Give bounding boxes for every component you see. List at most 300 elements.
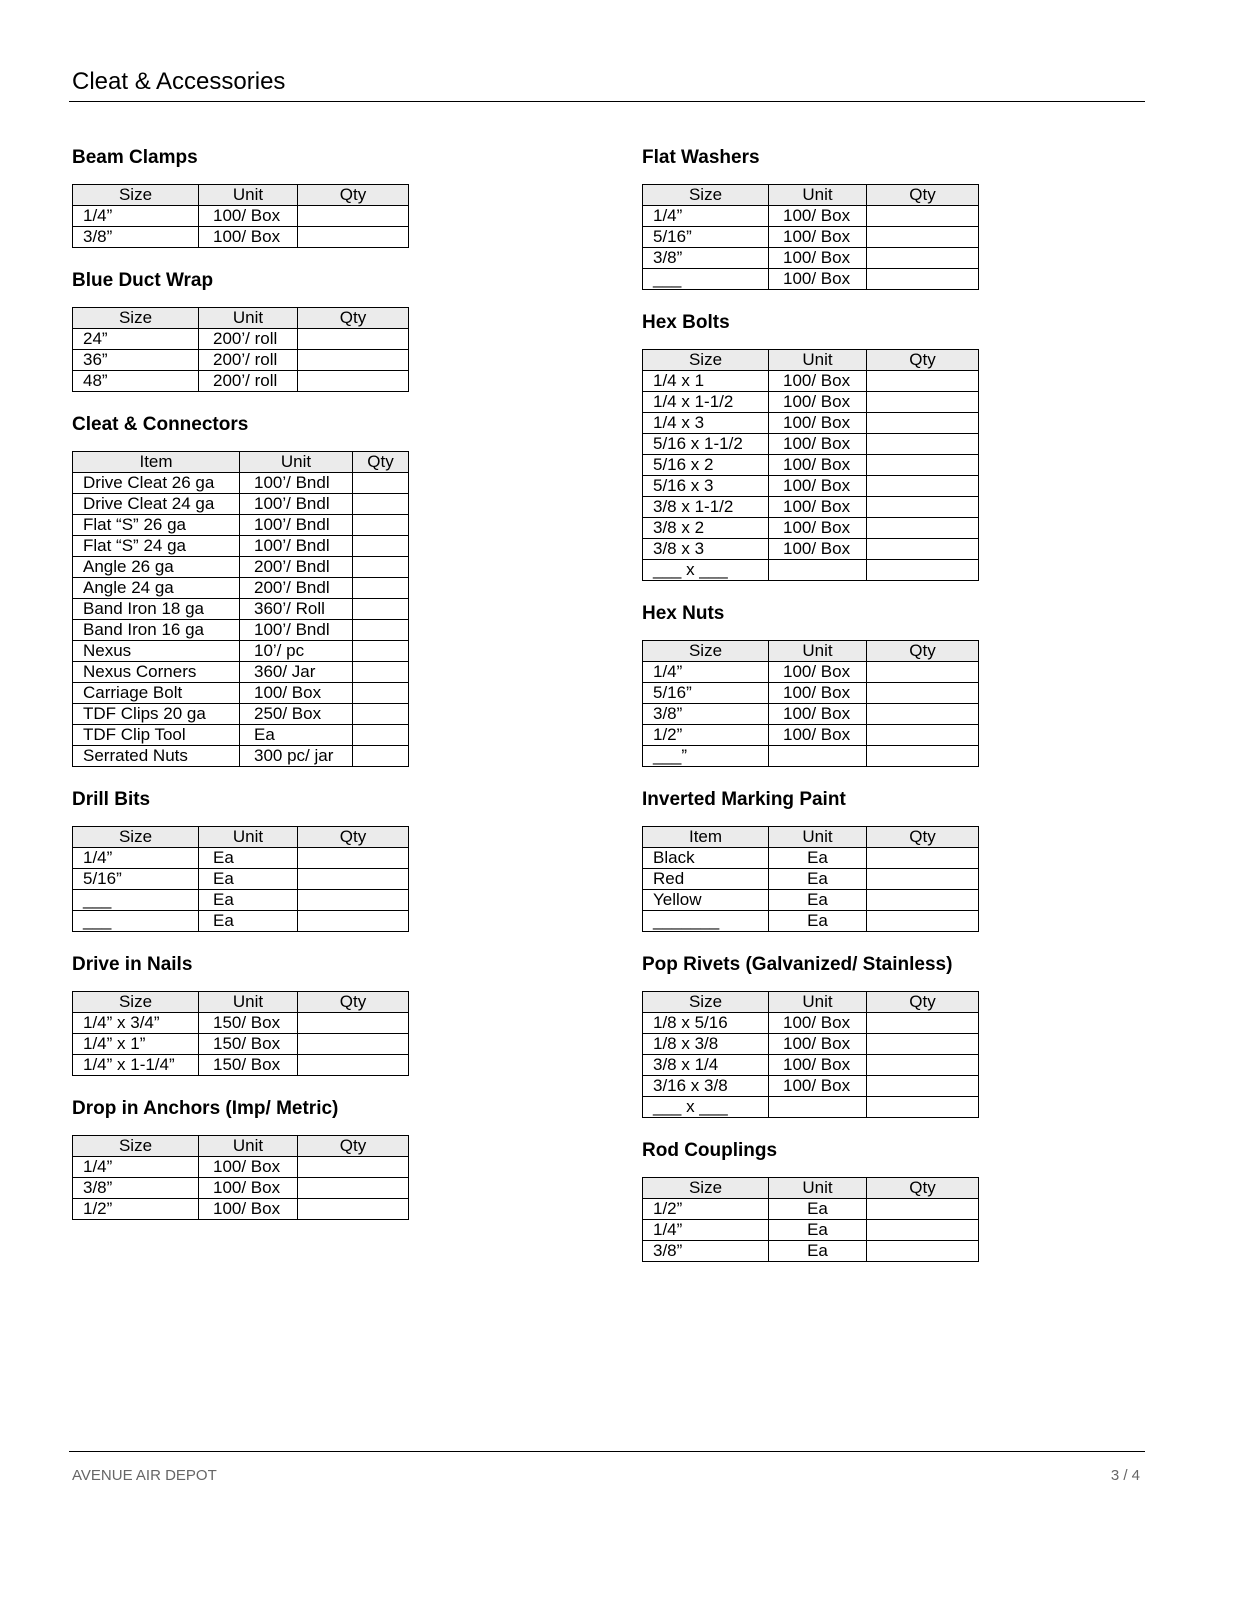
- column-header-unit: Unit: [199, 308, 298, 329]
- column-header-qty: Qty: [298, 827, 409, 848]
- table-row: [73, 890, 409, 911]
- cell-unit: 100/ Box: [769, 248, 867, 269]
- qty-cell[interactable]: [867, 704, 979, 725]
- cell-unit: 100/ Box: [769, 704, 867, 725]
- cell-size: 3/8 x 3: [643, 539, 769, 560]
- cell-unit: Ea: [769, 1199, 867, 1220]
- section-drill-bits: [72, 788, 409, 932]
- cell-item: TDF Clip Tool: [73, 725, 240, 746]
- cell-item: Flat “S” 26 ga: [73, 515, 240, 536]
- column-header-unit: Unit: [199, 992, 298, 1013]
- left-column: [72, 146, 409, 1241]
- column-header-qty: Qty: [298, 308, 409, 329]
- cell-size: 1/2”: [643, 1199, 769, 1220]
- qty-cell[interactable]: [867, 911, 979, 932]
- table-row: [643, 497, 979, 518]
- cell-unit: 10’/ pc: [240, 641, 353, 662]
- qty-cell[interactable]: [353, 473, 409, 494]
- qty-cell[interactable]: [353, 515, 409, 536]
- qty-cell[interactable]: [867, 413, 979, 434]
- table-row: [73, 683, 409, 704]
- column-header-size: Size: [73, 1136, 199, 1157]
- column-header-qty: Qty: [867, 827, 979, 848]
- cell-item: Drive Cleat 26 ga: [73, 473, 240, 494]
- cell-unit: Ea: [769, 848, 867, 869]
- cell-item: Carriage Bolt: [73, 683, 240, 704]
- cell-unit: 300 pc/ jar: [240, 746, 353, 767]
- cell-item: Drive Cleat 24 ga: [73, 494, 240, 515]
- beam-clamps-table: [72, 184, 409, 248]
- cell-item: Serrated Nuts: [73, 746, 240, 767]
- qty-cell[interactable]: [867, 248, 979, 269]
- section-hex-nuts: [642, 602, 979, 767]
- cell-size: 24”: [73, 329, 199, 350]
- qty-cell[interactable]: [867, 497, 979, 518]
- table-header-row: [643, 641, 979, 662]
- table-row: [643, 518, 979, 539]
- cell-unit: Ea: [199, 911, 298, 932]
- page-title: Cleat & Accessories: [72, 68, 286, 95]
- table-row: [73, 620, 409, 641]
- section-title: Rod Couplings: [642, 1140, 778, 1161]
- cell-unit: Ea: [769, 1220, 867, 1241]
- table-row: [73, 725, 409, 746]
- column-header-unit: Unit: [769, 1178, 867, 1199]
- cell-unit: 100’/ Bndl: [240, 494, 353, 515]
- cell-item: Black: [643, 848, 769, 869]
- table-row: [73, 599, 409, 620]
- table-row: [73, 911, 409, 932]
- column-header-qty: Qty: [867, 185, 979, 206]
- qty-cell[interactable]: [298, 848, 409, 869]
- drive-in-nails-table: [72, 991, 409, 1076]
- table-header-row: [73, 992, 409, 1013]
- cell-unit: 200’/ Bndl: [240, 557, 353, 578]
- qty-cell[interactable]: [298, 911, 409, 932]
- cell-size: 1/4”: [73, 848, 199, 869]
- cell-item: Band Iron 16 ga: [73, 620, 240, 641]
- table-row: [73, 578, 409, 599]
- table-row: [73, 515, 409, 536]
- table-row: [643, 392, 979, 413]
- table-row: [643, 869, 979, 890]
- section-flat-washers: [642, 146, 979, 290]
- table-row: [643, 413, 979, 434]
- cell-unit: 150/ Box: [199, 1034, 298, 1055]
- table-row: [73, 1178, 409, 1199]
- column-header-item: Item: [643, 827, 769, 848]
- table-row: [73, 746, 409, 767]
- right-column: [642, 146, 979, 1283]
- cell-unit: 100/ Box: [769, 662, 867, 683]
- table-row: [643, 848, 979, 869]
- qty-cell[interactable]: [298, 1157, 409, 1178]
- rod-couplings-table: [642, 1177, 979, 1262]
- qty-cell[interactable]: [298, 1055, 409, 1076]
- cell-unit: 250/ Box: [240, 704, 353, 725]
- cell-unit: 100/ Box: [769, 206, 867, 227]
- table-row: [643, 1034, 979, 1055]
- cell-size: 1/4” x 1-1/4”: [73, 1055, 199, 1076]
- qty-cell[interactable]: [353, 683, 409, 704]
- qty-cell[interactable]: [353, 620, 409, 641]
- footer-page-number: 3 / 4: [1110, 1467, 1140, 1484]
- table-row: [643, 227, 979, 248]
- cell-unit: Ea: [199, 869, 298, 890]
- cell-size: 1/4”: [643, 206, 769, 227]
- cell-unit: 150/ Box: [199, 1013, 298, 1034]
- table-row: [643, 206, 979, 227]
- cell-size: 1/4 x 1-1/2: [643, 392, 769, 413]
- column-header-unit: Unit: [769, 992, 867, 1013]
- table-header-row: [643, 827, 979, 848]
- column-header-unit: Unit: [199, 185, 298, 206]
- cell-size: ___: [73, 890, 199, 911]
- cell-unit: [769, 1097, 867, 1118]
- cell-size: 5/16 x 1-1/2: [643, 434, 769, 455]
- table-row: [643, 1097, 979, 1118]
- qty-cell[interactable]: [298, 869, 409, 890]
- cell-item: Yellow: [643, 890, 769, 911]
- qty-cell[interactable]: [298, 206, 409, 227]
- table-row: [73, 494, 409, 515]
- qty-cell[interactable]: [867, 455, 979, 476]
- qty-cell[interactable]: [867, 1076, 979, 1097]
- cell-item: Angle 26 ga: [73, 557, 240, 578]
- cell-size: 5/16”: [73, 869, 199, 890]
- cell-item: Nexus: [73, 641, 240, 662]
- cell-size: ___ x ___: [643, 1097, 769, 1118]
- cell-size: 1/4”: [73, 1157, 199, 1178]
- cell-unit: 200’/ roll: [199, 371, 298, 392]
- qty-cell[interactable]: [353, 662, 409, 683]
- table-row: [73, 206, 409, 227]
- cell-size: 1/4 x 3: [643, 413, 769, 434]
- cell-unit: 100/ Box: [769, 269, 867, 290]
- table-row: [73, 1013, 409, 1034]
- cell-unit: 100/ Box: [769, 434, 867, 455]
- cell-unit: Ea: [199, 848, 298, 869]
- column-header-qty: Qty: [867, 350, 979, 371]
- qty-cell[interactable]: [867, 206, 979, 227]
- table-row: [643, 248, 979, 269]
- qty-cell[interactable]: [298, 329, 409, 350]
- table-header-row: [73, 1136, 409, 1157]
- section-title: Cleat & Connectors: [72, 414, 249, 435]
- qty-cell[interactable]: [867, 518, 979, 539]
- table-header-row: [643, 992, 979, 1013]
- cell-unit: 100/ Box: [769, 1013, 867, 1034]
- section-hex-bolts: [642, 311, 979, 581]
- table-row: [643, 683, 979, 704]
- qty-cell[interactable]: [353, 704, 409, 725]
- cell-unit: 100/ Box: [769, 392, 867, 413]
- table-row: [73, 641, 409, 662]
- qty-cell[interactable]: [867, 662, 979, 683]
- qty-cell[interactable]: [867, 227, 979, 248]
- qty-cell[interactable]: [867, 539, 979, 560]
- qty-cell[interactable]: [353, 557, 409, 578]
- hex-nuts-table: [642, 640, 979, 767]
- table-row: [643, 746, 979, 767]
- qty-cell[interactable]: [298, 350, 409, 371]
- qty-cell[interactable]: [298, 1034, 409, 1055]
- cell-unit: Ea: [769, 890, 867, 911]
- column-header-size: Size: [643, 992, 769, 1013]
- cell-unit: 100/ Box: [769, 497, 867, 518]
- column-header-size: Size: [73, 992, 199, 1013]
- cell-unit: 100’/ Bndl: [240, 473, 353, 494]
- blue-duct-wrap-table: [72, 307, 409, 392]
- cell-unit: 100/ Box: [769, 413, 867, 434]
- cell-unit: 100’/ Bndl: [240, 620, 353, 641]
- cell-unit: Ea: [769, 1241, 867, 1262]
- footer-divider: [69, 1451, 1145, 1452]
- column-header-item: Item: [73, 452, 240, 473]
- qty-cell[interactable]: [867, 725, 979, 746]
- cell-unit: Ea: [199, 890, 298, 911]
- section-title: Pop Rivets (Galvanized/ Stainless): [642, 954, 953, 975]
- section-rod-couplings: [642, 1139, 979, 1262]
- section-title: Inverted Marking Paint: [642, 789, 846, 810]
- column-header-size: Size: [643, 185, 769, 206]
- table-row: [73, 869, 409, 890]
- cell-size: ___: [73, 911, 199, 932]
- qty-cell[interactable]: [353, 599, 409, 620]
- qty-cell[interactable]: [353, 494, 409, 515]
- qty-cell[interactable]: [867, 1034, 979, 1055]
- table-row: [643, 1199, 979, 1220]
- cell-unit: 100/ Box: [769, 725, 867, 746]
- cell-size: 3/8”: [643, 1241, 769, 1262]
- table-header-row: [73, 827, 409, 848]
- section-title: Hex Bolts: [642, 312, 730, 333]
- cell-size: 5/16”: [643, 683, 769, 704]
- cell-item: Flat “S” 24 ga: [73, 536, 240, 557]
- section-blue-duct-wrap: [72, 269, 409, 392]
- title-divider: [69, 101, 1145, 102]
- cell-size: 1/8 x 5/16: [643, 1013, 769, 1034]
- table-row: [73, 350, 409, 371]
- qty-cell[interactable]: [353, 578, 409, 599]
- cell-unit: 100/ Box: [769, 227, 867, 248]
- cell-unit: [769, 560, 867, 581]
- qty-cell[interactable]: [867, 371, 979, 392]
- qty-cell[interactable]: [298, 227, 409, 248]
- section-title: Drill Bits: [72, 789, 151, 810]
- cell-unit: 100/ Box: [199, 206, 298, 227]
- qty-cell[interactable]: [867, 1013, 979, 1034]
- table-row: [73, 1157, 409, 1178]
- cell-unit: 150/ Box: [199, 1055, 298, 1076]
- table-header-row: [73, 308, 409, 329]
- table-row: [643, 476, 979, 497]
- table-row: [643, 725, 979, 746]
- cell-unit: Ea: [769, 869, 867, 890]
- cell-unit: 100/ Box: [769, 518, 867, 539]
- cell-size: 3/16 x 3/8: [643, 1076, 769, 1097]
- hex-bolts-table: [642, 349, 979, 581]
- cell-unit: 100/ Box: [769, 476, 867, 497]
- table-row: [643, 1220, 979, 1241]
- section-title: Flat Washers: [642, 147, 760, 168]
- qty-cell[interactable]: [867, 746, 979, 767]
- qty-cell[interactable]: [867, 890, 979, 911]
- column-header-size: Size: [73, 185, 199, 206]
- qty-cell[interactable]: [867, 683, 979, 704]
- table-row: [73, 473, 409, 494]
- column-header-size: Size: [73, 308, 199, 329]
- table-row: [643, 269, 979, 290]
- cell-size: 1/4”: [643, 662, 769, 683]
- cell-size: 3/8”: [73, 227, 199, 248]
- column-header-unit: Unit: [769, 827, 867, 848]
- cell-unit: 200’/ roll: [199, 350, 298, 371]
- column-header-qty: Qty: [867, 1178, 979, 1199]
- column-header-qty: Qty: [867, 641, 979, 662]
- table-header-row: [643, 185, 979, 206]
- section-pop-rivets-galvanized-stainless: [642, 953, 979, 1118]
- qty-cell[interactable]: [298, 1199, 409, 1220]
- qty-cell[interactable]: [353, 536, 409, 557]
- section-beam-clamps: [72, 146, 409, 248]
- cell-unit: 100/ Box: [199, 1157, 298, 1178]
- column-header-qty: Qty: [298, 992, 409, 1013]
- table-row: [73, 557, 409, 578]
- section-title: Blue Duct Wrap: [72, 270, 214, 291]
- cell-item: _______: [643, 911, 769, 932]
- section-title: Drop in Anchors (Imp/ Metric): [72, 1098, 339, 1119]
- table-row: [643, 890, 979, 911]
- table-row: [73, 329, 409, 350]
- cell-size: 1/4” x 1”: [73, 1034, 199, 1055]
- cell-unit: 200’/ Bndl: [240, 578, 353, 599]
- column-header-unit: Unit: [769, 350, 867, 371]
- column-header-unit: Unit: [199, 1136, 298, 1157]
- cell-size: 1/8 x 3/8: [643, 1034, 769, 1055]
- table-row: [73, 227, 409, 248]
- table-row: [73, 704, 409, 725]
- qty-cell[interactable]: [867, 476, 979, 497]
- qty-cell[interactable]: [298, 1013, 409, 1034]
- column-header-unit: Unit: [240, 452, 353, 473]
- qty-cell[interactable]: [298, 1178, 409, 1199]
- column-header-qty: Qty: [298, 1136, 409, 1157]
- cell-unit: Ea: [240, 725, 353, 746]
- column-header-qty: Qty: [353, 452, 409, 473]
- section-drive-in-nails: [72, 953, 409, 1076]
- cleat-connectors-table: [72, 451, 409, 767]
- cell-unit: 360/ Jar: [240, 662, 353, 683]
- qty-cell[interactable]: [867, 1199, 979, 1220]
- table-row: [643, 1241, 979, 1262]
- qty-cell[interactable]: [867, 1220, 979, 1241]
- table-row: [643, 1013, 979, 1034]
- qty-cell[interactable]: [867, 848, 979, 869]
- cell-unit: 100/ Box: [769, 455, 867, 476]
- cell-size: 1/4 x 1: [643, 371, 769, 392]
- footer-company: AVENUE AIR DEPOT: [72, 1467, 217, 1484]
- table-row: [73, 371, 409, 392]
- qty-cell[interactable]: [353, 725, 409, 746]
- cell-unit: 100/ Box: [199, 227, 298, 248]
- section-title: Hex Nuts: [642, 603, 725, 624]
- cell-unit: 200’/ roll: [199, 329, 298, 350]
- qty-cell[interactable]: [867, 1055, 979, 1076]
- cell-size: 1/4” x 3/4”: [73, 1013, 199, 1034]
- cell-unit: 100/ Box: [769, 1076, 867, 1097]
- table-row: [643, 560, 979, 581]
- cell-size: 1/2”: [643, 725, 769, 746]
- column-header-unit: Unit: [769, 185, 867, 206]
- section-inverted-marking-paint: [642, 788, 979, 932]
- drop-in-anchors-imp-metric-table: [72, 1135, 409, 1220]
- flat-washers-table: [642, 184, 979, 290]
- column-header-size: Size: [73, 827, 199, 848]
- cell-item: Red: [643, 869, 769, 890]
- qty-cell[interactable]: [298, 371, 409, 392]
- qty-cell[interactable]: [867, 392, 979, 413]
- cell-size: 3/8 x 1/4: [643, 1055, 769, 1076]
- section-cleat-connectors: [72, 413, 409, 767]
- table-row: [73, 662, 409, 683]
- qty-cell[interactable]: [867, 869, 979, 890]
- cell-unit: 100’/ Bndl: [240, 515, 353, 536]
- cell-unit: 100/ Box: [769, 1034, 867, 1055]
- cell-size: 1/4”: [643, 1220, 769, 1241]
- column-header-size: Size: [643, 641, 769, 662]
- cell-size: 36”: [73, 350, 199, 371]
- cell-item: Band Iron 18 ga: [73, 599, 240, 620]
- cell-size: 48”: [73, 371, 199, 392]
- table-row: [643, 455, 979, 476]
- cell-size: 5/16”: [643, 227, 769, 248]
- column-header-qty: Qty: [298, 185, 409, 206]
- table-row: [73, 848, 409, 869]
- table-row: [643, 911, 979, 932]
- table-row: [643, 434, 979, 455]
- cell-size: 3/8 x 1-1/2: [643, 497, 769, 518]
- section-title: Beam Clamps: [72, 147, 198, 168]
- cell-unit: Ea: [769, 911, 867, 932]
- cell-size: 3/8”: [73, 1178, 199, 1199]
- cell-unit: 100/ Box: [769, 1055, 867, 1076]
- cell-size: 5/16 x 3: [643, 476, 769, 497]
- qty-cell[interactable]: [298, 890, 409, 911]
- qty-cell[interactable]: [867, 1241, 979, 1262]
- column-header-size: Size: [643, 350, 769, 371]
- qty-cell[interactable]: [353, 641, 409, 662]
- drill-bits-table: [72, 826, 409, 932]
- cell-unit: 360’/ Roll: [240, 599, 353, 620]
- cell-unit: 100’/ Bndl: [240, 536, 353, 557]
- cell-size: 5/16 x 2: [643, 455, 769, 476]
- table-row: [73, 1055, 409, 1076]
- cell-size: 3/8”: [643, 704, 769, 725]
- table-header-row: [643, 350, 979, 371]
- cell-unit: 100/ Box: [769, 683, 867, 704]
- table-row: [73, 1199, 409, 1220]
- cell-unit: 100/ Box: [769, 371, 867, 392]
- qty-cell[interactable]: [353, 746, 409, 767]
- cell-unit: 100/ Box: [769, 539, 867, 560]
- qty-cell[interactable]: [867, 1097, 979, 1118]
- qty-cell[interactable]: [867, 269, 979, 290]
- table-row: [73, 536, 409, 557]
- qty-cell[interactable]: [867, 560, 979, 581]
- table-header-row: [73, 185, 409, 206]
- qty-cell[interactable]: [867, 434, 979, 455]
